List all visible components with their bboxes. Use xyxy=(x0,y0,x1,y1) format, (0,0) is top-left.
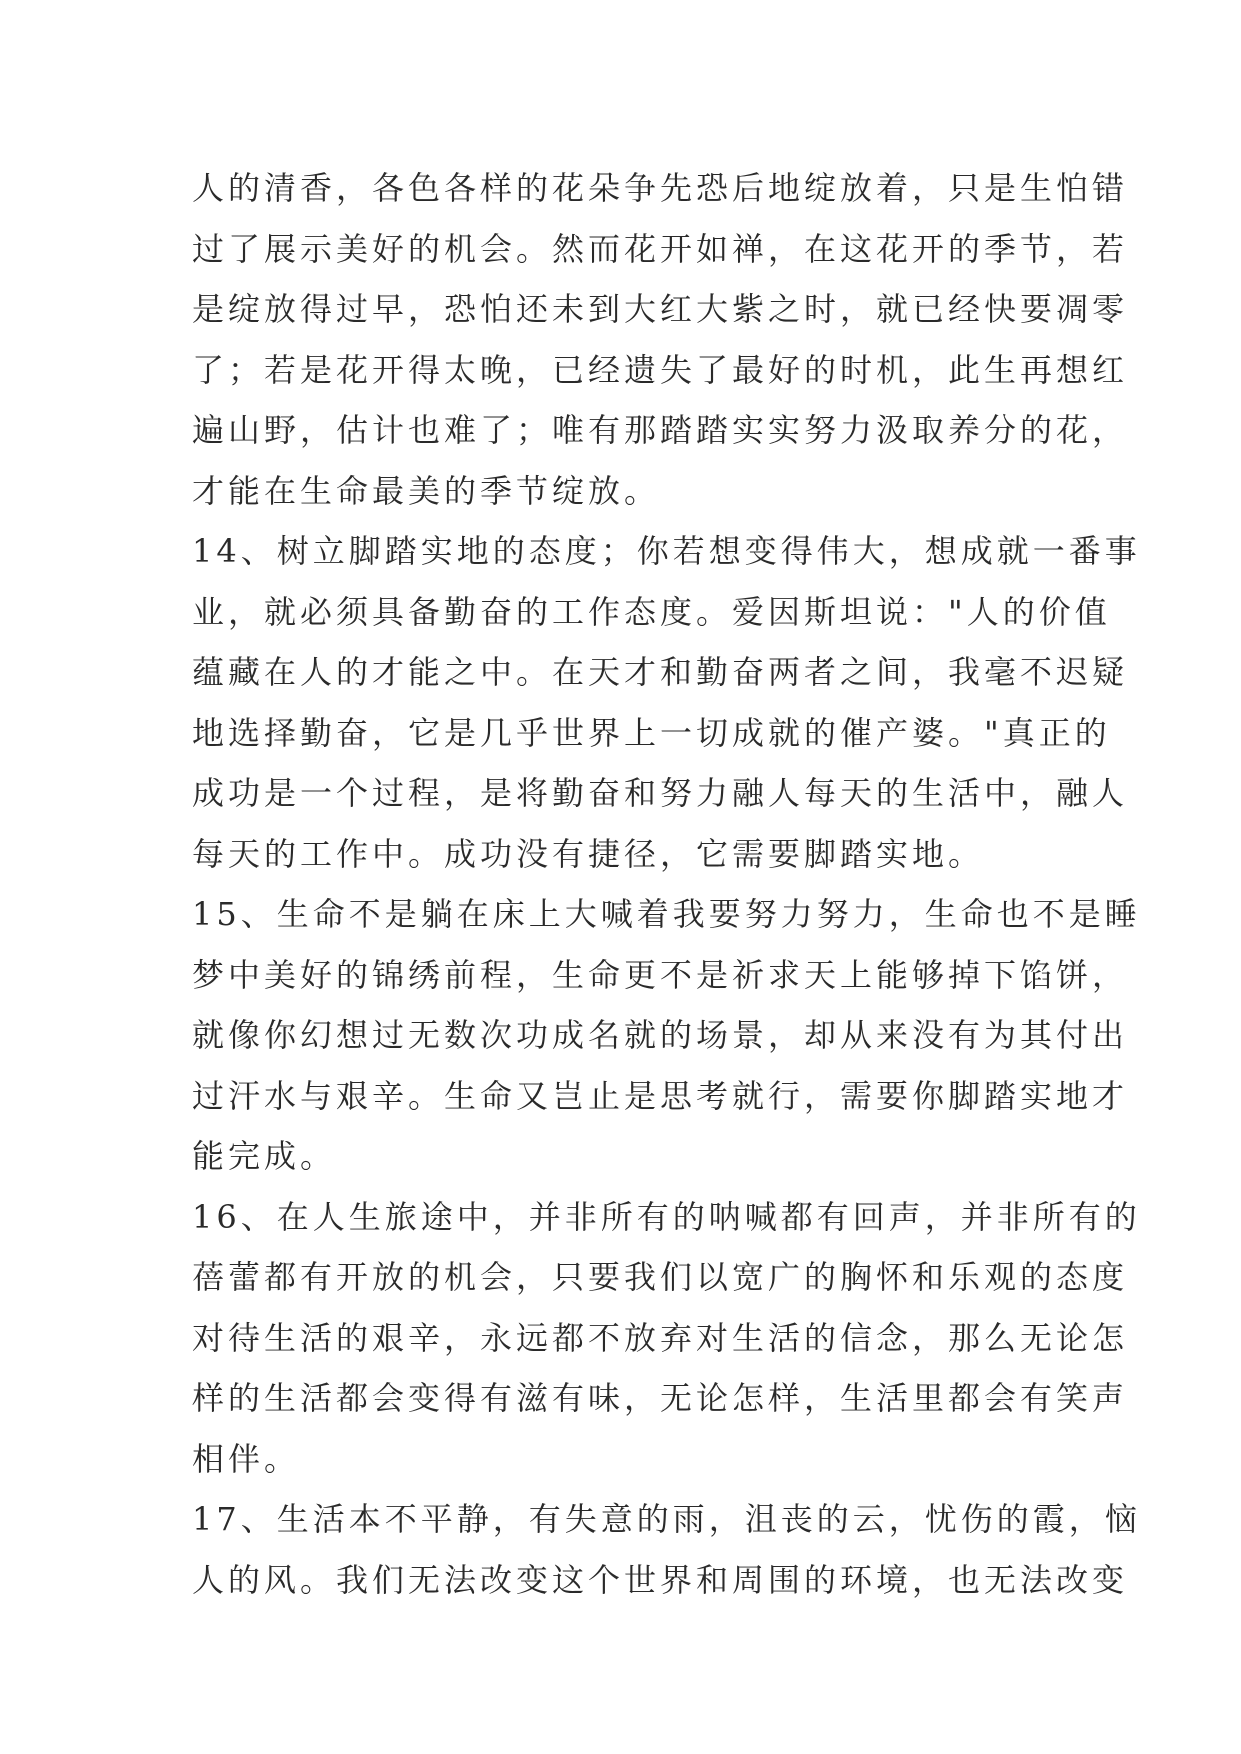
text-line: 人的风。我们无法改变这个世界和周围的环境，也无法改变 xyxy=(192,1560,1129,1599)
text-line: 业，就必须具备勤奋的工作态度。爱因斯坦说："人的价值 xyxy=(192,592,1111,631)
text-line: 样的生活都会变得有滋有味，无论怎样，生活里都会有笑声 xyxy=(192,1379,1129,1417)
text-line: 遍山野，估计也难了；唯有那踏踏实实努力汲取养分的花， xyxy=(192,411,1129,449)
text-line: 每天的工作中。成功没有捷径，它需要脚踏实地。 xyxy=(192,834,985,873)
text-line: 蕴藏在人的才能之中。在天才和勤奋两者之间，我毫不迟疑 xyxy=(192,653,1129,691)
text-line: 相伴。 xyxy=(192,1439,301,1478)
text-line: 才能在生命最美的季节绽放。 xyxy=(192,471,661,510)
text-line: 成功是一个过程，是将勤奋和努力融人每天的生活中，融人 xyxy=(192,774,1129,812)
text-line: 16、在人生旅途中，并非所有的呐喊都有回声，并非所有的 xyxy=(192,1197,1141,1236)
text-line: 17、生活本不平静，有失意的雨，沮丧的云，忧伤的霞，恼 xyxy=(192,1500,1141,1538)
text-line: 过了展示美好的机会。然而花开如禅，在这花开的季节，若 xyxy=(192,229,1129,268)
text-line: 对待生活的艰辛，永远都不放弃对生活的信念，那么无论怎 xyxy=(192,1318,1129,1357)
text-line: 是绽放得过早，恐怕还未到大红大紫之时，就已经快要凋零 xyxy=(192,290,1129,328)
text-line: 14、树立脚踏实地的态度；你若想变得伟大，想成就一番事 xyxy=(192,532,1141,570)
text-line: 地选择勤奋，它是几乎世界上一切成就的催产婆。"真正的 xyxy=(192,713,1111,752)
text-line: 了；若是花开得太晚，已经遗失了最好的时机，此生再想红 xyxy=(192,350,1129,389)
text-line: 梦中美好的锦绣前程，生命更不是祈求天上能够掉下馅饼， xyxy=(192,955,1129,994)
text-line: 过汗水与艰辛。生命又岂止是思考就行，需要你脚踏实地才 xyxy=(192,1076,1129,1115)
text-line: 就像你幻想过无数次功成名就的场景，却从来没有为其付出 xyxy=(192,1016,1129,1054)
text-line: 人的清香，各色各样的花朵争先恐后地绽放着，只是生怕错 xyxy=(192,169,1129,207)
body-text xyxy=(192,158,1141,1610)
text-line: 15、生命不是躺在床上大喊着我要努力努力，生命也不是睡 xyxy=(192,895,1141,933)
text-line: 能完成。 xyxy=(192,1137,337,1175)
text-line: 蓓蕾都有开放的机会，只要我们以宽广的胸怀和乐观的态度 xyxy=(192,1258,1129,1296)
